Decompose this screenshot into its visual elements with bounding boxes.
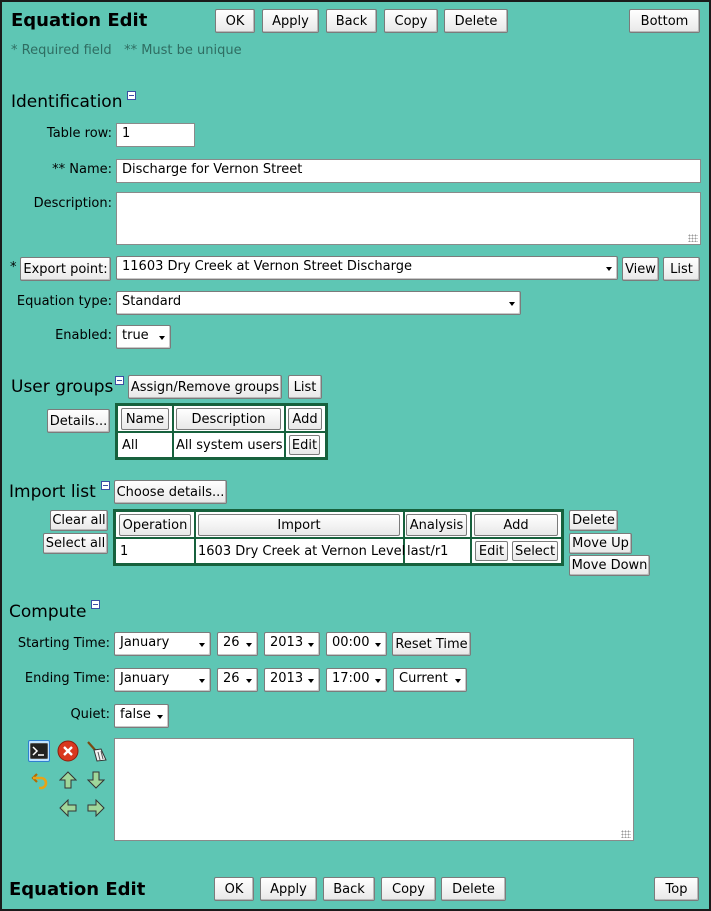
clear-all-button[interactable]: Clear all	[50, 510, 108, 531]
table-row-label: Table row:	[46, 126, 112, 141]
undo-icon[interactable]	[29, 769, 51, 791]
operation-cell: 1	[120, 543, 129, 559]
terminal-icon[interactable]	[28, 740, 50, 762]
start-time-select[interactable]: 00:00	[326, 632, 387, 656]
arrow-down-icon[interactable]	[85, 769, 107, 791]
description-textarea[interactable]	[116, 192, 701, 245]
end-year-select[interactable]: 2013	[264, 668, 320, 692]
column-header-name[interactable]: Name	[121, 408, 169, 430]
export-point-select[interactable]: 11603 Dry Creek at Vernon Street Discharge	[116, 256, 618, 280]
end-mode-select[interactable]: Current	[393, 668, 467, 692]
import-list-heading: Import list	[9, 482, 96, 502]
bottom-button[interactable]: Bottom	[629, 9, 700, 33]
footer-apply-button[interactable]: Apply	[260, 877, 317, 901]
start-year-select[interactable]: 2013	[264, 632, 320, 656]
enabled-label: Enabled:	[55, 328, 112, 343]
details-button[interactable]: Details...	[47, 409, 110, 433]
move-up-button[interactable]: Move Up	[569, 533, 632, 554]
edit-import-button[interactable]: Edit	[475, 541, 508, 561]
ok-button[interactable]: OK	[215, 9, 255, 33]
identification-heading: Identification	[11, 92, 123, 112]
footer-ok-button[interactable]: OK	[214, 877, 254, 901]
name-label: ** Name:	[52, 162, 112, 177]
collapse-user-groups-icon[interactable]	[115, 376, 124, 385]
quiet-label: Quiet:	[70, 707, 110, 722]
import-list-table	[113, 509, 564, 566]
column-header-analysis[interactable]: Analysis	[406, 514, 467, 536]
collapse-identification-icon[interactable]	[127, 91, 136, 100]
analysis-cell: last/r1	[407, 543, 449, 559]
footer-delete-button[interactable]: Delete	[441, 877, 506, 901]
user-groups-heading: User groups	[11, 377, 114, 397]
arrow-right-icon[interactable]	[85, 797, 107, 819]
column-header-import[interactable]: Import	[198, 514, 400, 536]
export-point-button[interactable]: Export point:	[20, 257, 111, 281]
row-divider	[118, 431, 325, 433]
end-month-select[interactable]: January	[114, 668, 211, 692]
footer-back-button[interactable]: Back	[323, 877, 375, 901]
arrow-left-icon[interactable]	[57, 797, 79, 819]
start-month-select[interactable]: January	[114, 632, 211, 656]
compute-heading: Compute	[9, 602, 87, 622]
enabled-select[interactable]: true	[116, 325, 171, 349]
arrow-up-icon[interactable]	[57, 769, 79, 791]
quiet-select[interactable]: false	[114, 704, 169, 728]
copy-button[interactable]: Copy	[384, 9, 438, 33]
view-export-point-button[interactable]: View	[622, 257, 659, 281]
collapse-compute-icon[interactable]	[91, 600, 100, 609]
select-all-button[interactable]: Select all	[43, 533, 108, 554]
back-button[interactable]: Back	[326, 9, 377, 33]
start-day-select[interactable]: 26	[217, 632, 258, 656]
footer-title: Equation Edit	[9, 879, 146, 900]
compute-output-textarea[interactable]	[114, 738, 634, 841]
name-input[interactable]: Discharge for Vernon Street	[116, 159, 701, 183]
description-label: Description:	[33, 196, 112, 211]
broom-icon[interactable]	[85, 740, 107, 762]
add-import-button[interactable]: Add	[474, 514, 558, 536]
starting-time-label: Starting Time:	[17, 636, 110, 651]
apply-button[interactable]: Apply	[262, 9, 319, 33]
equation-type-label: Equation type:	[16, 294, 112, 309]
add-group-button[interactable]: Add	[288, 408, 322, 430]
end-day-select[interactable]: 26	[217, 668, 258, 692]
ending-time-label: Ending Time:	[24, 671, 110, 686]
reset-time-button[interactable]: Reset Time	[392, 632, 471, 656]
delete-import-button[interactable]: Delete	[569, 510, 618, 531]
group-description-cell: All system users	[176, 437, 283, 453]
assign-remove-groups-button[interactable]: Assign/Remove groups	[128, 375, 282, 399]
required-hint: * Required field ** Must be unique	[11, 43, 242, 58]
choose-details-button[interactable]: Choose details...	[114, 480, 227, 504]
table-row-input[interactable]: 1	[116, 123, 195, 147]
list-groups-button[interactable]: List	[288, 375, 322, 399]
required-star: *	[10, 260, 17, 275]
row-divider	[116, 537, 561, 539]
stop-icon[interactable]	[57, 740, 79, 762]
column-header-description[interactable]: Description	[176, 408, 281, 430]
group-name-cell: All	[122, 437, 139, 453]
list-export-points-button[interactable]: List	[663, 257, 700, 281]
column-header-operation[interactable]: Operation	[119, 514, 191, 536]
footer-copy-button[interactable]: Copy	[381, 877, 436, 901]
top-button[interactable]: Top	[654, 877, 699, 901]
delete-button[interactable]: Delete	[444, 9, 508, 33]
user-groups-table	[115, 403, 328, 460]
move-down-button[interactable]: Move Down	[569, 555, 650, 576]
collapse-import-list-icon[interactable]	[101, 481, 110, 490]
select-import-button[interactable]: Select	[512, 541, 558, 561]
equation-type-select[interactable]: Standard	[116, 291, 521, 315]
end-time-select[interactable]: 17:00	[326, 668, 387, 692]
resize-grip-icon[interactable]	[621, 830, 631, 838]
edit-group-button[interactable]: Edit	[289, 435, 320, 455]
page-title: Equation Edit	[11, 10, 148, 31]
import-cell: 1603 Dry Creek at Vernon Level	[198, 543, 406, 559]
resize-grip-icon[interactable]	[688, 234, 698, 242]
